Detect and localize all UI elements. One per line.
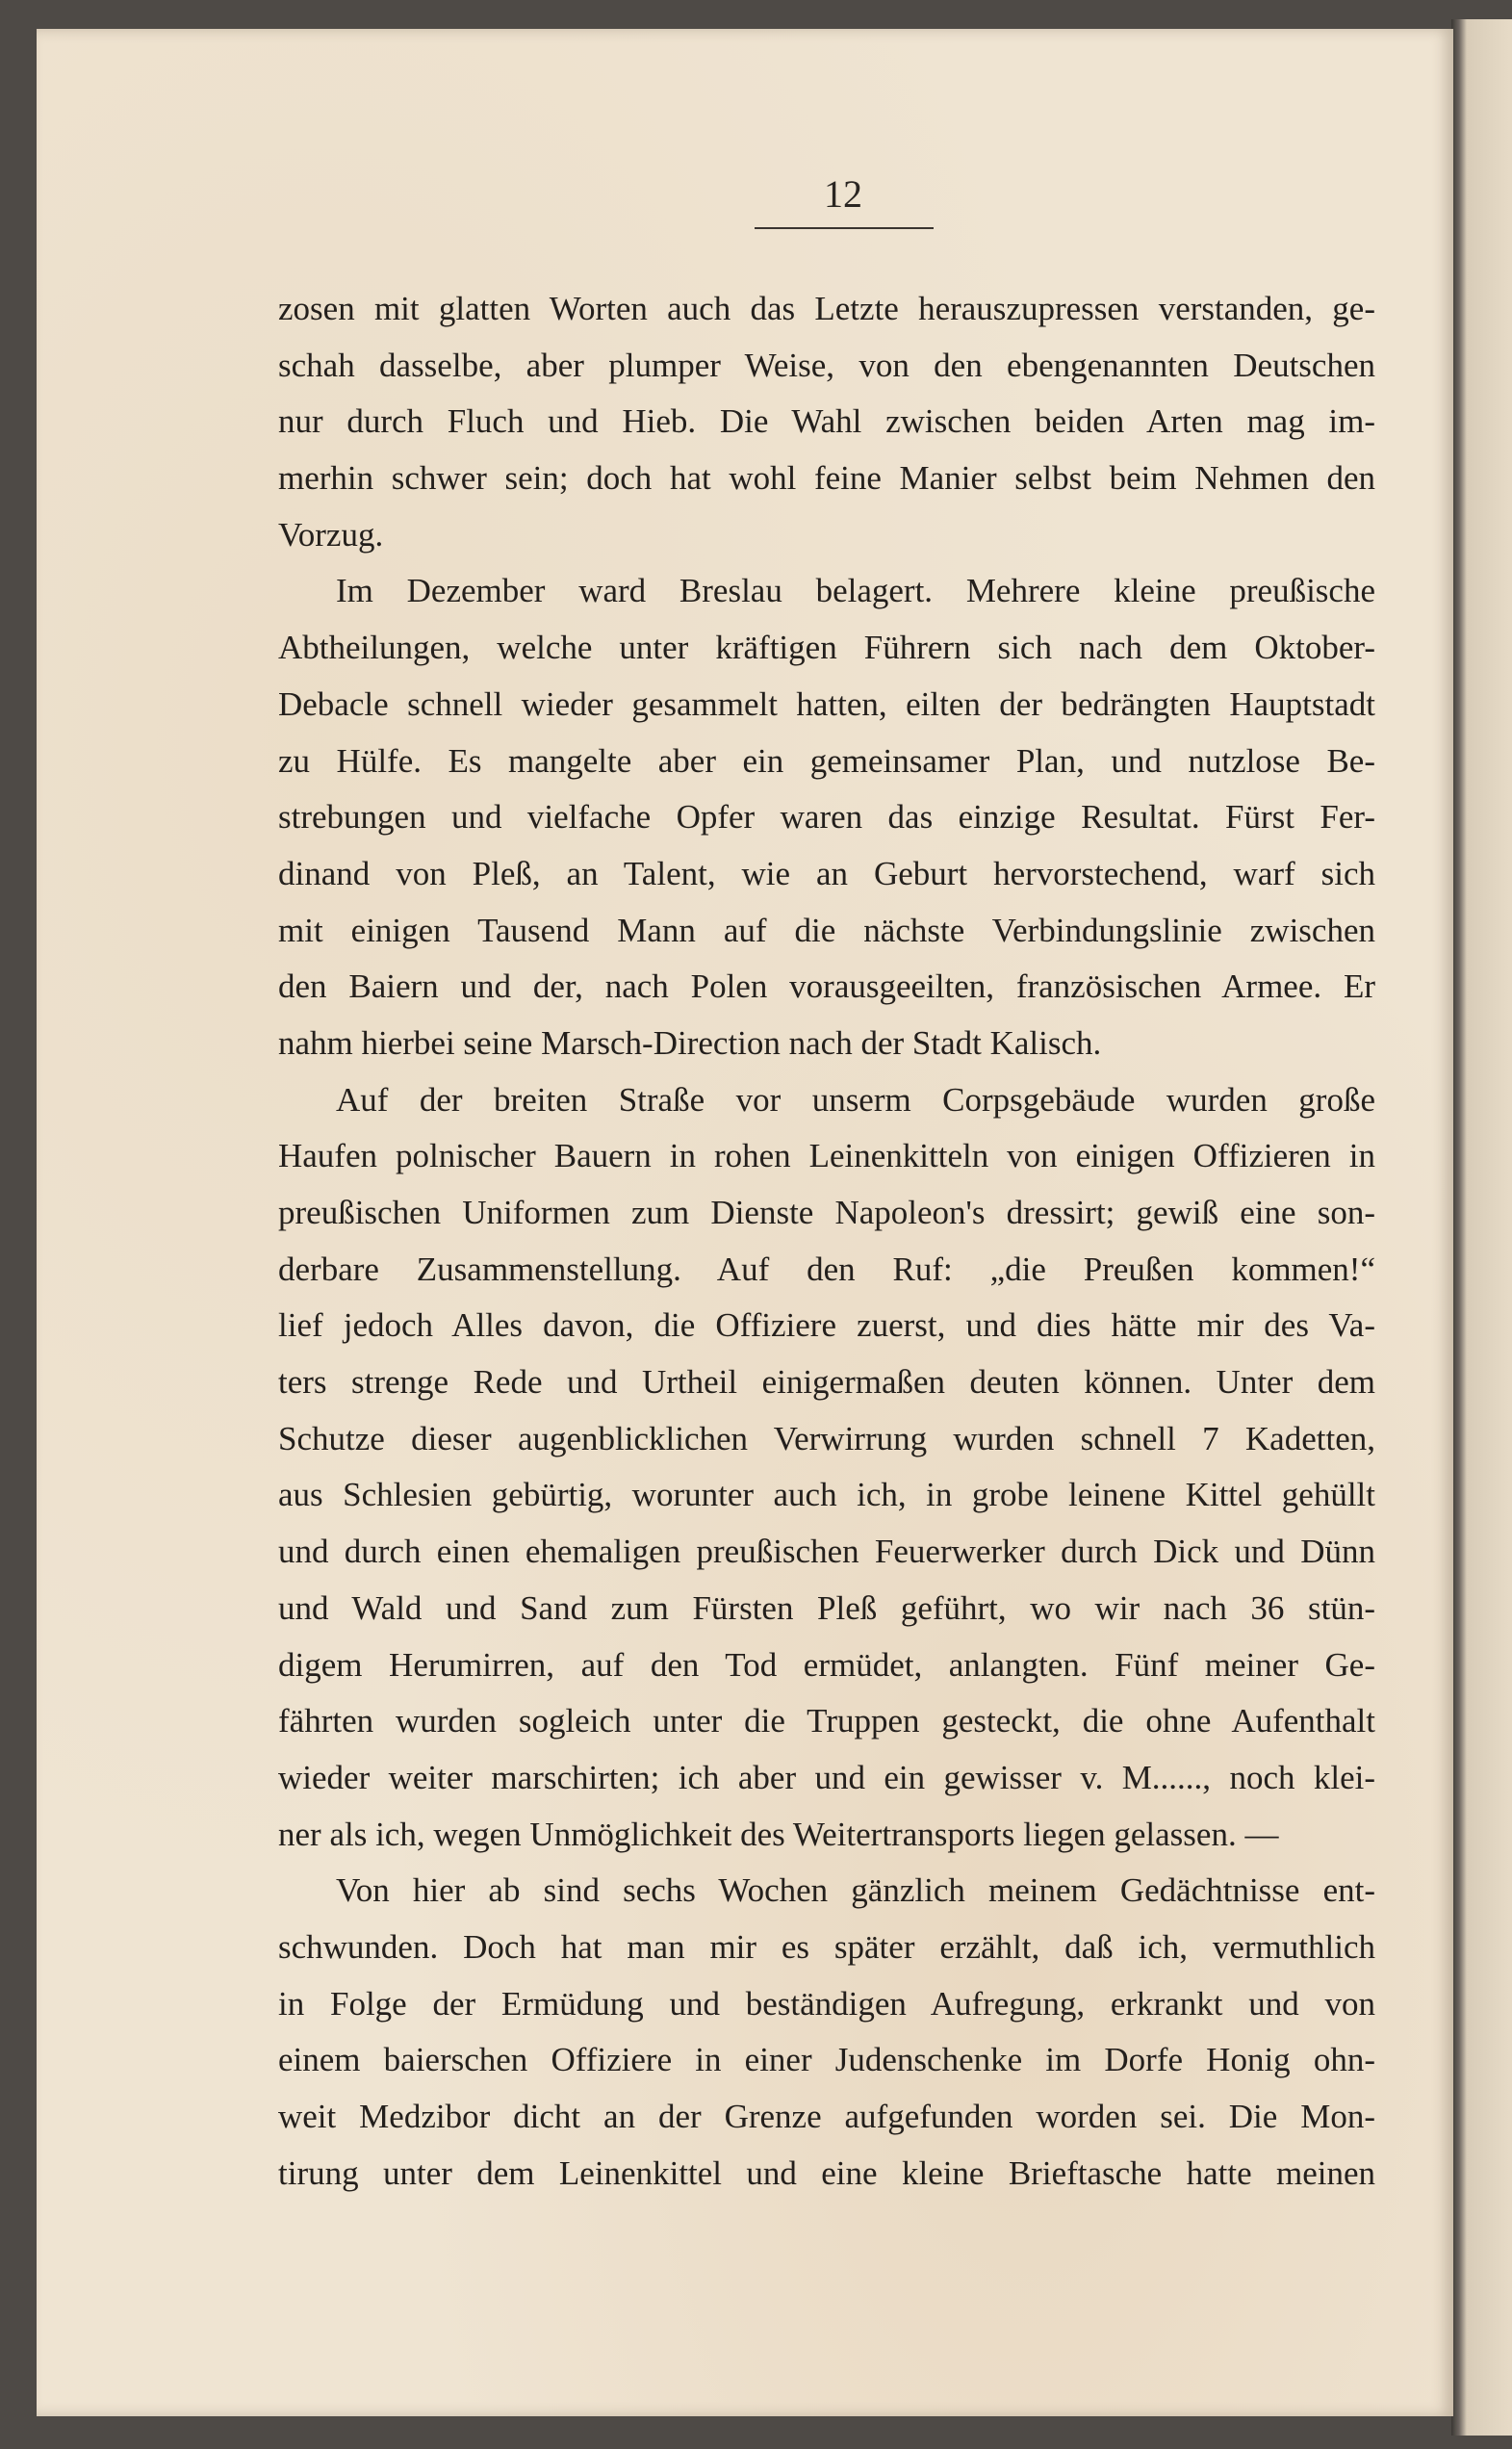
text-line: derbare Zusammenstellung. Auf den Ruf: „die Preußen kommen!“ (278, 1250, 1375, 1288)
text-line: ters strenge Rede und Urtheil einigermaßen deuten können. Unter dem (278, 1363, 1375, 1402)
text-line: Von hier ab sind sechs Wochen gänzlich meinem Gedächtnisse ent- (336, 1871, 1375, 1910)
text-line: merhin schwer sein; doch hat wohl feine Manier selbst beim Nehmen den (278, 459, 1375, 498)
text-line: dinand von Pleß, an Talent, wie an Geburt hervorstechend, warf sich (278, 854, 1375, 892)
text-line: fährten wurden sogleich unter die Truppen gesteckt, die ohne Aufenthalt (278, 1702, 1375, 1740)
text-line: schwunden. Doch hat man mir es später erzählt, daß ich, vermuthlich (278, 1927, 1375, 1966)
text-line: schah dasselbe, aber plumper Weise, von den ebengenannten Deutschen (278, 346, 1375, 384)
text-line: in Folge der Ermüdung und beständigen Aufregung, erkrankt und von (278, 1984, 1375, 2023)
text-line: wieder weiter marschirten; ich aber und ein gewisser v. M......, noch klei- (278, 1758, 1375, 1796)
text-line: zosen mit glatten Worten auch das Letzte herauszupressen verstanden, ge- (278, 290, 1375, 327)
text-line: einem baierschen Offiziere in einer Judenschenke im Dorfe Honig ohn- (278, 2041, 1375, 2079)
text-line: und Wald und Sand zum Fürsten Pleß geführt, wo wir nach 36 stün- (278, 1588, 1375, 1627)
header-rule (755, 227, 934, 229)
text-line: und durch einen ehemaligen preußischen Feuerwerker durch Dick und Dünn (278, 1533, 1375, 1571)
adjacent-page-edge (1451, 19, 1512, 2436)
text-line: preußischen Uniformen zum Dienste Napoleon's dressirt; gewiß eine son- (278, 1194, 1375, 1231)
text-line: Vorzug. (278, 515, 384, 554)
page-number-text: 12 (824, 172, 862, 216)
text-line: digem Herumirren, auf den Tod ermüdet, anlangten. Fünf meiner Ge- (278, 1645, 1375, 1684)
text-line: Auf der breiten Straße vor unserm Corpsgebäude wurden große (336, 1080, 1375, 1119)
text-line: strebungen und vielfache Opfer waren das einzige Resultat. Fürst Fer- (278, 798, 1375, 837)
text-line: ner als ich, wegen Unmöglichkeit des Weitertransports liegen gelassen. — (278, 1815, 1279, 1853)
text-line: aus Schlesien gebürtig, worunter auch ich, in grobe leinene Kittel gehüllt (278, 1476, 1375, 1514)
text-line: den Baiern und der, nach Polen vorausgeeilten, französischen Armee. Er (278, 967, 1375, 1006)
body-text (278, 281, 1375, 2202)
text-line: Haufen polnischer Bauern in rohen Leinenkitteln von einigen Offizieren in (278, 1137, 1375, 1175)
text-line: tirung unter dem Leinenkittel und eine kleine Brieftasche hatte meinen (278, 2153, 1375, 2192)
text-line: mit einigen Tausend Mann auf die nächste Verbindungslinie zwischen (278, 911, 1375, 949)
book-page (37, 29, 1453, 2416)
text-line: zu Hülfe. Es mangelte aber ein gemeinsamer Plan, und nutzlose Be- (278, 741, 1375, 780)
text-line: Schutze dieser augenblicklichen Verwirrung wurden schnell 7 Kadetten, (278, 1419, 1375, 1457)
text-line: Abtheilungen, welche unter kräftigen Führern sich nach dem Oktober- (278, 629, 1375, 667)
text-line: nahm hierbei seine Marsch-Direction nach der Stadt Kalisch. (278, 1023, 1102, 1062)
text-line: Debacle schnell wieder gesammelt hatten, eilten der bedrängten Hauptstadt (278, 684, 1375, 723)
text-line: nur durch Fluch und Hieb. Die Wahl zwischen beiden Arten mag im- (278, 402, 1375, 441)
text-line: lief jedoch Alles davon, die Offiziere zuerst, und dies hätte mir des Va- (278, 1306, 1375, 1345)
text-line: Im Dezember ward Breslau belagert. Mehrere kleine preußische (336, 572, 1375, 610)
text-line: weit Medzibor dicht an der Grenze aufgefunden worden sei. Die Mon- (278, 2098, 1375, 2135)
